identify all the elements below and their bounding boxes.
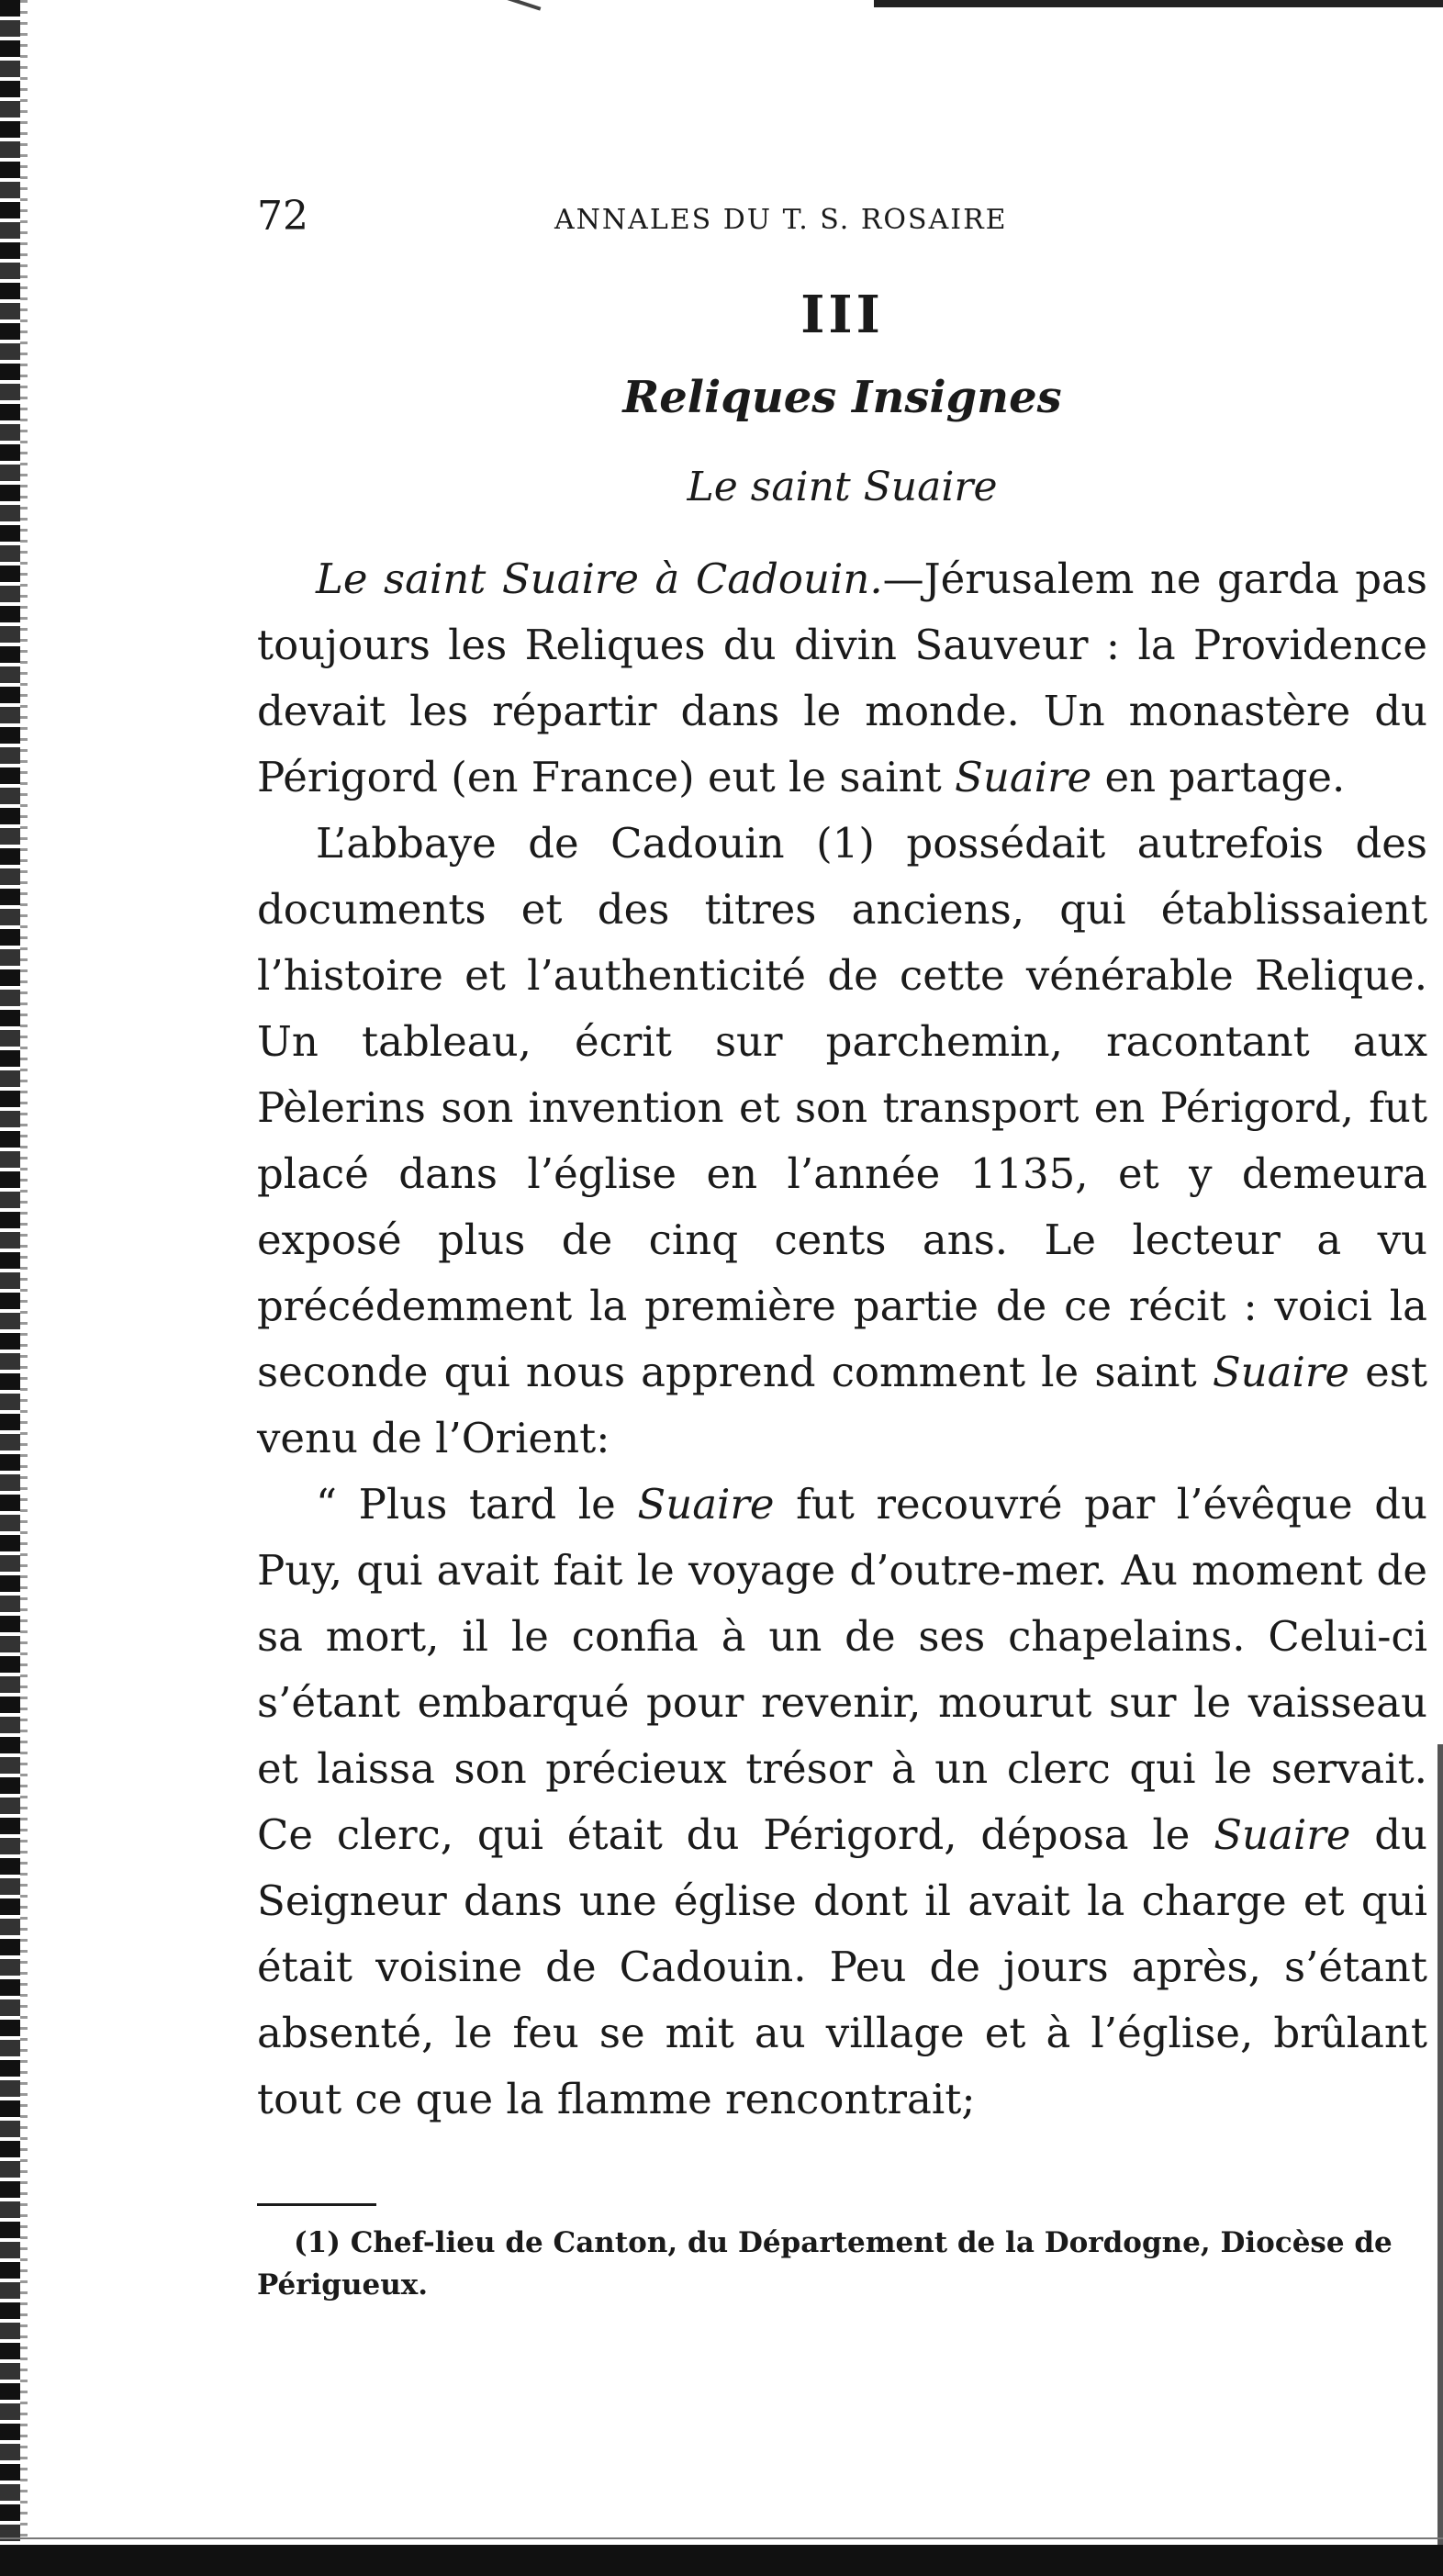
book-page: [257, 193, 1427, 2442]
paragraph-text: L’abbaye de Cadouin (1) possédait autrefois des documents et des titres anciens, qui établissaient l’histoire et l’authenticité de cette vénérable Relique. Un tableau, écrit sur parchemin, racontant aux Pèlerins son invention et son transport en Périgord, fut placé dans l’église en l’année 1135, et y demeura exposé plus de cinq cents ans. Le lecteur a vu précédemment la première partie de ce récit : voici la seconde qui nous apprend comment le saint: [257, 819, 1427, 1396]
section-subtitle: Le saint Suaire: [687, 464, 998, 510]
paragraph-text: “ Plus tard le: [316, 1480, 638, 1529]
scan-border-left: [0, 0, 20, 2576]
scan-border-left-inner: [20, 0, 28, 2576]
paragraph-text: fut recouvré par l’évêque du Puy, qui avait fait le voyage d’outre-mer. Au moment de sa mort, il le confia à un de ses chapelains. Celui-ci s’étant embarqué pour revenir, mourut sur le vaisseau et laissa son précieux trésor à un clerc qui le servait. Ce clerc, qui était du Périgord, déposa le: [257, 1480, 1427, 1859]
paragraph: [257, 546, 1427, 811]
paragraph-text: —Jérusalem ne garda pas toujours les Reliques du divin Sauveur : la Providence devait les répartir dans le monde. Un monastère du Périgord (en France) eut le saint: [257, 554, 1427, 801]
footnote-rule: [257, 2203, 376, 2206]
running-title: ANNALES DU T. S. ROSAIRE: [554, 204, 1008, 236]
paragraph-emphasis: Suaire: [1212, 1348, 1350, 1396]
scan-line-bottom: [0, 2537, 1443, 2539]
paragraph-emphasis: Suaire: [1214, 1810, 1351, 1859]
section-number: III: [800, 285, 884, 345]
page-number: 72: [257, 193, 308, 240]
footnote: (1) Chef-lieu de Canton, du Département de la Dordogne, Diocèse de Périgueux.: [257, 2226, 1393, 2302]
paragraph-text: du Seigneur dans une église dont il avait la charge et qui était voisine de Cadouin. Peu de jours après, s’étant absenté, le feu se mit au village et à l’église, brûlant tout ce que la flamme rencontrait;: [257, 1810, 1428, 2123]
scan-border-top: [874, 0, 1443, 7]
paragraph-text: en partage.: [1091, 753, 1346, 801]
section-title: Reliques Insignes: [622, 372, 1062, 423]
scan-border-right: [1437, 1744, 1443, 2552]
paragraph-lead: Le saint Suaire à Cadouin.: [316, 554, 883, 603]
scan-border-bottom: [0, 2545, 1443, 2576]
paragraph: [257, 811, 1427, 1472]
paragraph-emphasis: Suaire: [637, 1480, 775, 1529]
paragraph: [257, 1472, 1427, 2133]
paragraph-text: est venu de l’Orient:: [257, 1348, 1427, 1462]
body-text: [257, 546, 1427, 2133]
paragraph-emphasis: Suaire: [955, 753, 1092, 801]
scan-mark-top: [497, 0, 542, 11]
running-head: [257, 193, 1427, 248]
